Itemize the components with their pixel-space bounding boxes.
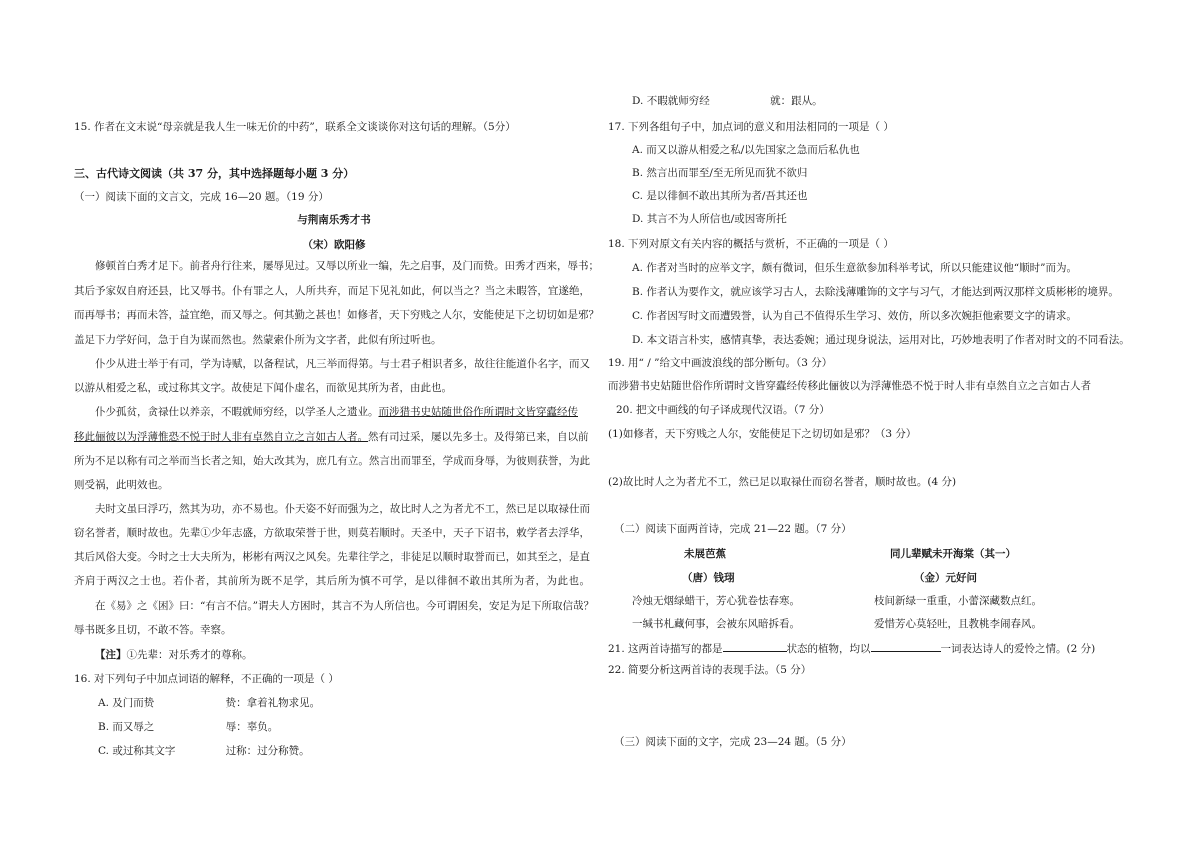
poem-1-author: （唐）钱珝	[682, 572, 735, 584]
passage-line: 仆少从进士举于有司，学为诗赋，以备程试，凡三举而得第。与士君子相识者多，故往往能道仆名字，而又	[95, 358, 590, 370]
passage-line: 所为不足以称有司之举而当长者之知，始大改其为，庶几有立。然言出而罪至，学成而身辱，为彼则获誉，为此	[74, 455, 590, 467]
passage-line: 辱书既多且切，不敢不答。幸察。	[74, 624, 232, 636]
option-gloss: 辱：辜负。	[225, 721, 279, 733]
poem-2-author: （金）元好问	[914, 572, 977, 584]
question-21-text: 21. 这两首诗描写的都是	[608, 643, 723, 655]
poem-1-line: 冷烛无烟绿蜡干，芳心犹卷怯春寒。	[632, 595, 800, 607]
wavy-underlined-text: 而涉猎书史姑随世俗作所谓时文皆穿蠹经传	[378, 406, 578, 418]
question-21	[608, 640, 1095, 656]
passage-line: 则受祸，此明效也。	[74, 479, 169, 491]
question-19: 19. 用“ / ”给文中画波浪线的部分断句。（3 分）	[608, 357, 833, 369]
poem-1-title: 未展芭蕉	[684, 548, 726, 560]
question-16-option-c	[74, 744, 310, 758]
question-17-option: A. 而又以游从相爱之私/以先国家之急而后私仇也	[632, 144, 860, 156]
question-17: 17. 下列各组句子中，加点词的意义和用法相同的一项是（ ）	[608, 121, 894, 133]
passage-line	[74, 405, 578, 419]
passage-line: 其后风俗大变。今时之士大夫所为，彬彬有两汉之风矣。先辈往学之，非徒足以顺时取誉而已，如其至之，是直	[74, 551, 590, 563]
option-phrase: 及门而贽	[112, 697, 155, 709]
poem-2-line: 枝间新绿一重重，小蕾深藏数点红。	[874, 595, 1042, 607]
question-21-text: 一词表达诗人的爱怜之情。(2 分)	[940, 643, 1096, 655]
option-gloss: 过称：过分称赞。	[225, 745, 310, 757]
option-letter: D.	[632, 95, 644, 107]
note-text: ①先辈：对乐秀才的尊称。	[126, 649, 253, 661]
question-18-option: C. 作者因写时文而遭毁誉，认为自己不值得乐生学习、效仿，所以多次婉拒他索要文字的请求。	[632, 310, 1077, 322]
passage-line: 其后予家奴自府还县，比又辱书。仆有罪之人，人所共弃，而足下见礼如此，何以当之？当之未暇答，宜遂绝，	[74, 285, 590, 297]
option-gloss: 贽：拿着礼物求见。	[225, 697, 321, 709]
question-21-text: 状态的植物，均以	[786, 643, 871, 655]
passage-line: 盖足下力学好问，急于自为谋而然也。然蒙索仆所为文字者，此似有所过听也。	[74, 334, 442, 346]
passage-text: 仆少孤贫，贪禄仕以养亲，不暇就师穷经，以学圣人之遗业。	[95, 406, 379, 418]
question-16: 16. 对下列句子中加点词语的解释，不正确的一项是（ ）	[74, 673, 339, 685]
passage-line: 而再辱书；再而未答，益宜绝，而又辱之。何其勤之甚也！如修者，天下穷贱之人尔，安能使足下之切切如是邪？	[74, 309, 599, 321]
question-18-option: D. 本文语言朴实，感情真挚，表达委婉；通过现身说法，运用对比，巧妙地表明了作者对时文的不同看法。	[632, 334, 1130, 346]
section-3-title: 三、古代诗文阅读（共 37 分，其中选择题每小题 3 分）	[74, 167, 355, 180]
poem-2-title: 同儿辈赋未开海棠（其一）	[890, 548, 1016, 560]
question-20: 20. 把文中画线的句子译成现代汉语。（7 分）	[616, 404, 830, 416]
wavy-underlined-text: 移此俪彼以为浮薄惟恐不悦于时人非有卓然自立之言如古人者。	[74, 431, 368, 443]
essay-author: （宋）欧阳修	[302, 239, 366, 251]
question-17-option: C. 是以徘徊不敢出其所为者/吾其还也	[632, 190, 808, 202]
answer-blank[interactable]	[871, 640, 941, 652]
annotation-note	[74, 648, 253, 662]
option-phrase: 或过称其文字	[112, 745, 176, 757]
question-17-option: B. 然言出而罪至/至无所见而犹不欲归	[632, 167, 808, 179]
question-18: 18. 下列对原文有关内容的概括与赏析，不正确的一项是（ ）	[608, 238, 894, 250]
passage-line: 在《易》之《困》曰：“有言不信。”谓夫人方困时，其言不为人所信也。今可谓困矣，安足为足下所取信哉？	[95, 600, 594, 612]
option-phrase: 而又辱之	[112, 721, 155, 733]
answer-blank[interactable]	[723, 640, 787, 652]
passage-line: 窃名誉者，顺时故也。先辈①少年志盛，方欲取荣誉于世，则莫若顺时。天圣中，天子下诏书，敕学者去浮华，	[74, 527, 590, 539]
passage-text: 然有司过采，屡以先多士。及得第已来，自以前	[368, 431, 589, 443]
passage-line: 以游从相爱之私，或过称其文字。故使足下闻仆虚名，而欲见其所为者，由此也。	[74, 382, 452, 394]
question-20-2: (2)故比时人之为者尤不工，然已足以取禄仕而窃名誉者，顺时故也。(4 分)	[608, 476, 957, 488]
question-18-option: A. 作者对当时的应举文字，颇有微词，但乐生意欲参加科举考试，所以只能建议他“顺时”而为。	[632, 262, 1077, 274]
part-3-intro: （三）阅读下面的文字，完成 23—24 题。（5 分）	[614, 736, 852, 748]
note-label: 【注】	[95, 649, 127, 661]
option-letter: A.	[98, 697, 109, 709]
essay-title: 与荆南乐秀才书	[297, 214, 371, 226]
option-phrase: 不暇就师穷经	[646, 95, 710, 107]
poem-2-line: 爱惜芳心莫轻吐，且教桃李闹春风。	[874, 618, 1042, 630]
part-2-intro: （二）阅读下面两首诗，完成 21—22 题。（7 分）	[614, 523, 852, 535]
question-16-option-a	[74, 696, 320, 710]
question-20-1: (1)如修者，天下穷贱之人尔，安能使足下之切切如是邪？（3 分）	[608, 428, 917, 440]
part-1-intro: （一）阅读下面的文言文，完成 16—20 题。（19 分）	[74, 191, 329, 203]
passage-line: 修顿首白秀才足下。前者舟行往来，屡辱见过。又辱以所业一编，先之启事，及门而贽。田秀才西来，辱书；	[95, 260, 599, 272]
passage-line: 齐肩于两汉之士也。若仆者，其前所为既不足学，其后所为慎不可学，是以徘徊不敢出其所为者，为此也。	[74, 575, 590, 587]
question-18-option: B. 作者认为要作文，就应该学习古人，去除浅薄雕饰的文字与习气，才能达到两汉那样文质彬彬的境界。	[632, 286, 1119, 298]
passage-line: 夫时文虽曰浮巧，然其为功，亦不易也。仆天姿不好而强为之，故比时人之为者尤不工，然已足以取禄仕而	[95, 503, 590, 515]
passage-line	[74, 430, 589, 444]
question-16-option-d	[608, 94, 823, 108]
question-17-option: D. 其言不为人所信也/或因寄所托	[632, 213, 787, 225]
question-22: 22. 简要分析这两首诗的表现手法。（5 分）	[608, 664, 812, 676]
option-gloss: 就：跟从。	[770, 95, 823, 107]
question-15: 15. 作者在文末说“母亲就是我人生一味无价的中药”，联系全文谈谈你对这句话的理解。（5分）	[74, 121, 516, 133]
question-19-text: 而涉猎书史姑随世俗作所谓时文皆穿蠹经传移此俪彼以为浮薄惟恐不悦于时人非有卓然自立之言如古人者	[608, 380, 1091, 392]
option-letter: B.	[98, 721, 110, 733]
poem-1-line: 一缄书札藏何事，会被东风暗拆看。	[632, 618, 800, 630]
option-letter: C.	[98, 745, 109, 757]
question-16-option-b	[74, 720, 278, 734]
